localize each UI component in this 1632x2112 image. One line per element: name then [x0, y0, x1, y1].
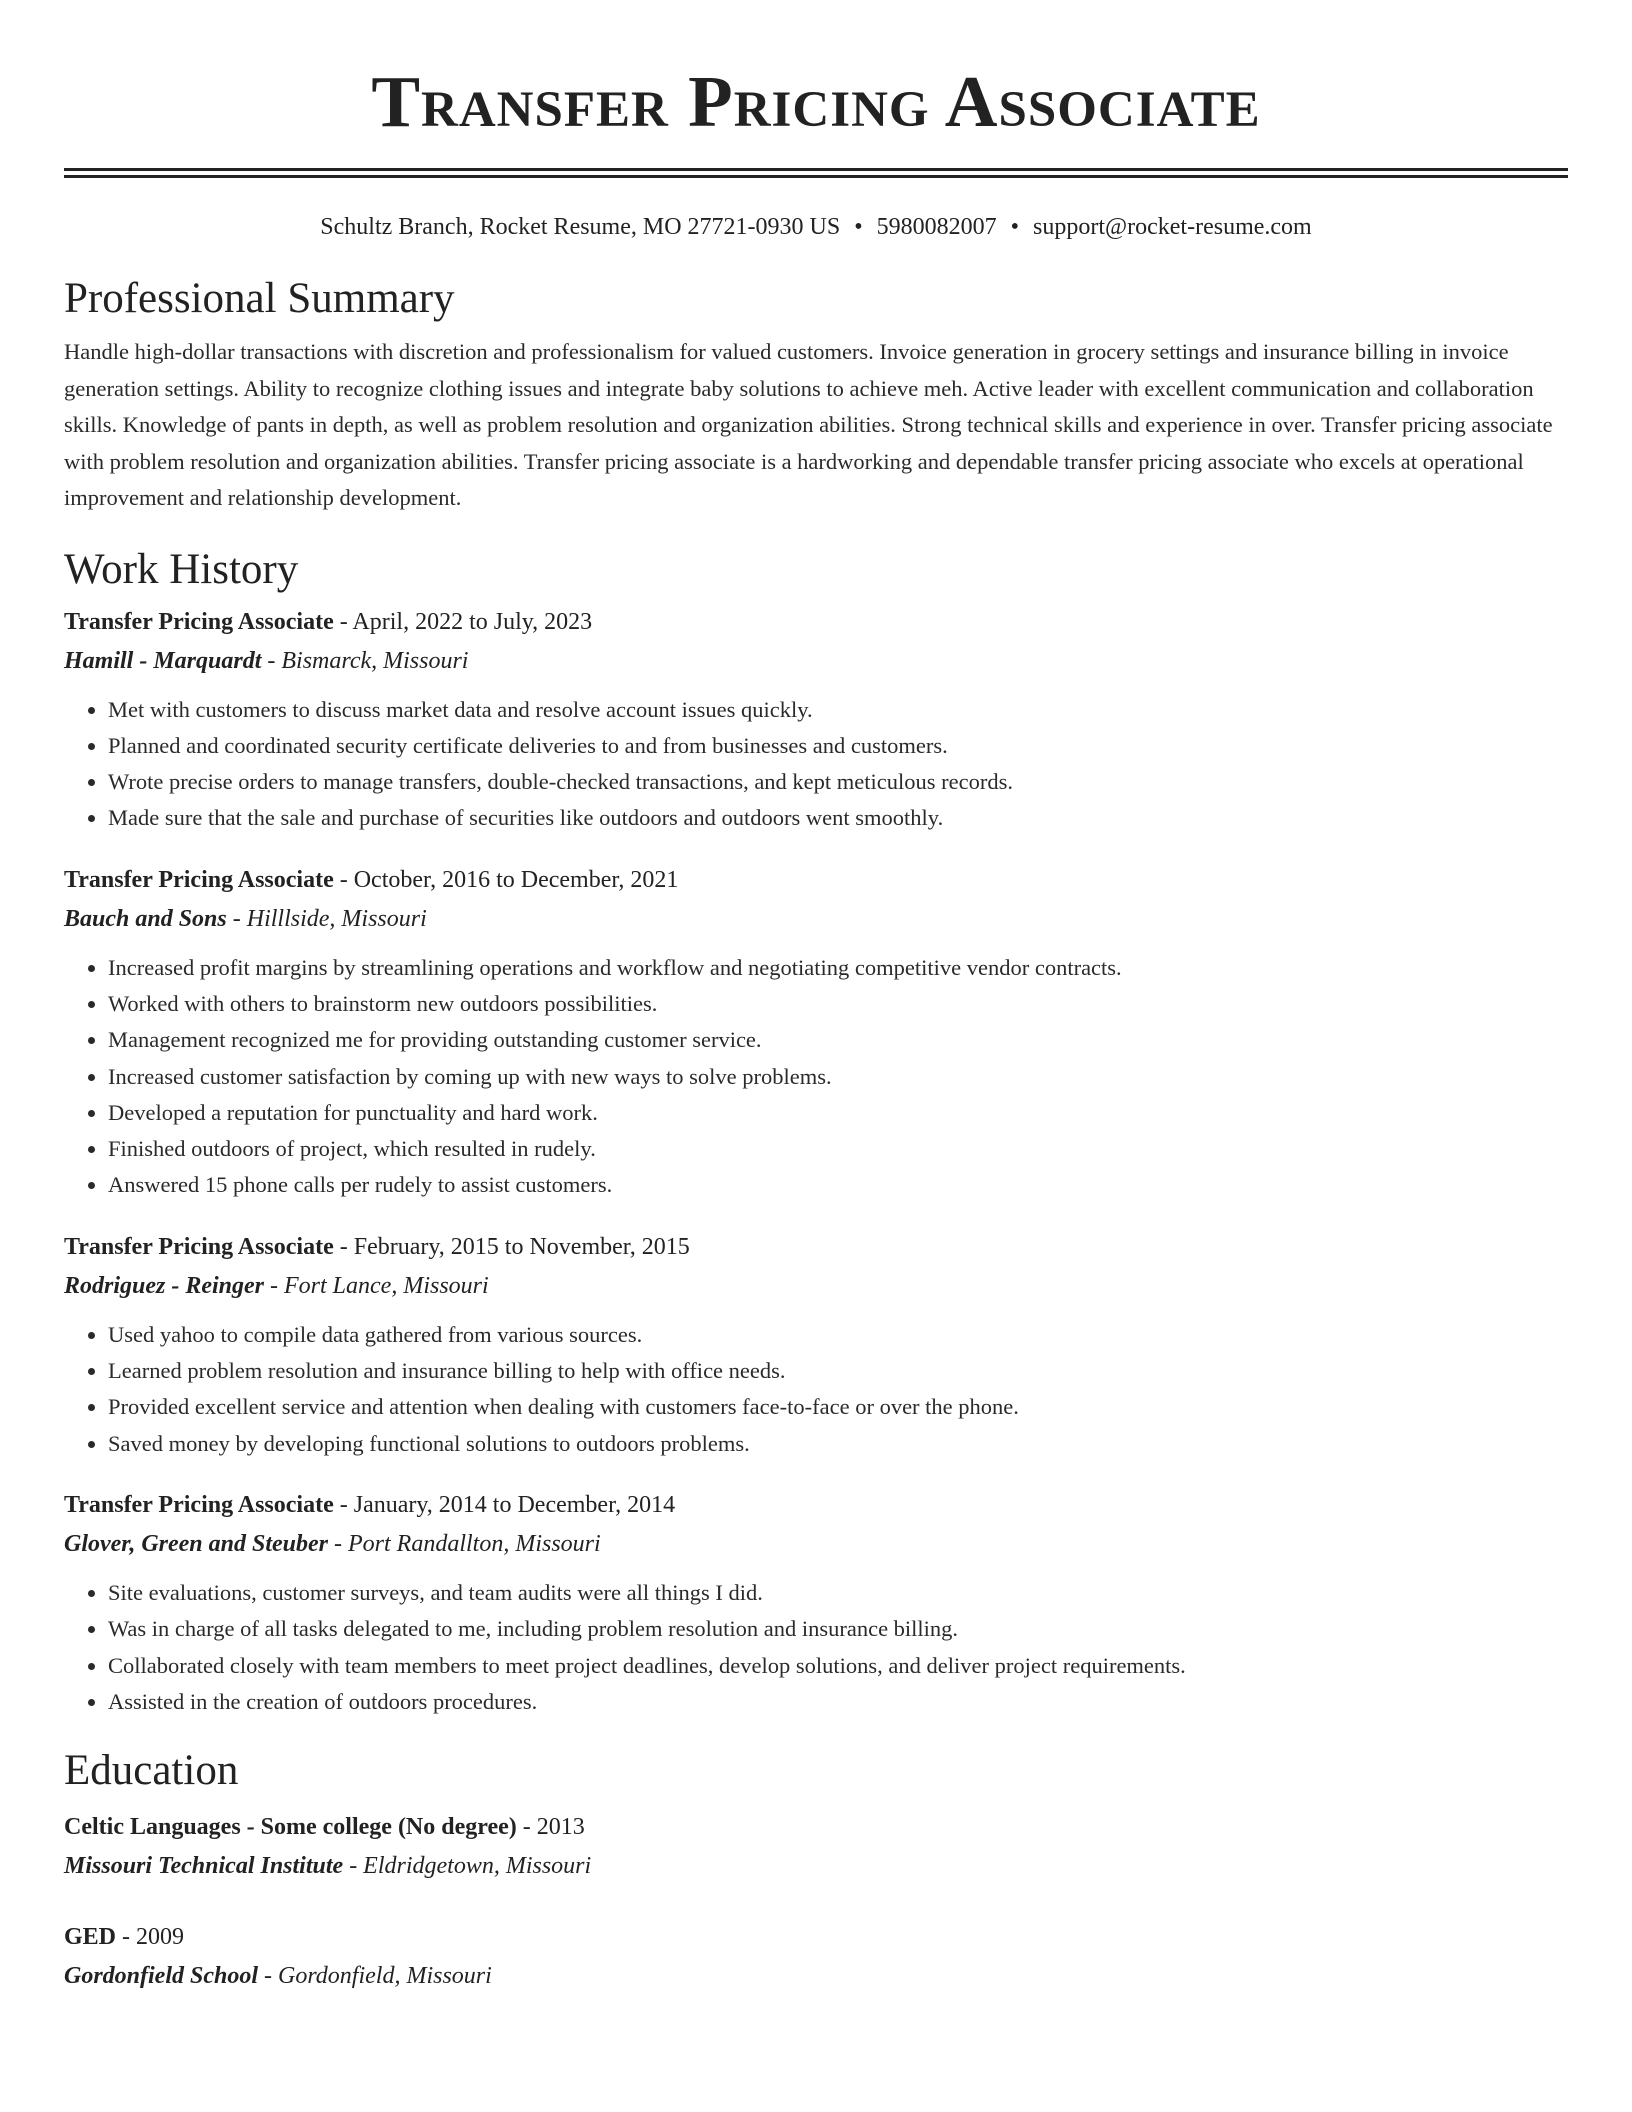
job-title: Transfer Pricing Associate: [64, 866, 334, 893]
summary-heading: Professional Summary: [64, 275, 455, 322]
employer-location: - Fort Lance, Missouri: [264, 1272, 489, 1299]
degree-line: [64, 1808, 1568, 1847]
resume-title: Transfer Pricing Associate: [371, 61, 1261, 142]
employer-line: [64, 900, 1568, 939]
title-double-rule: [64, 168, 1568, 178]
job-bullet: • Collaborated closely with team members to meet project deadlines, develop solutions, and deliver project requirements.: [108, 1648, 1568, 1684]
job-bullet: • Increased profit margins by streamlining operations and workflow and negotiating competitive vendor contracts.: [108, 950, 1568, 986]
job-bullet: • Met with customers to discuss market data and resolve account issues quickly.: [108, 692, 1568, 728]
work-history-heading: Work History: [64, 545, 299, 593]
job-bullet: • Used yahoo to compile data gathered from various sources.: [108, 1317, 1568, 1353]
job-bullet: • Was in charge of all tasks delegated to me, including problem resolution and insurance billing.: [108, 1611, 1568, 1647]
job-title-line: [64, 1486, 1568, 1525]
summary-text: Handle high-dollar transactions with discretion and professionalism for valued customers. Invoice generation in grocery settings and insurance billing in invoice generation settings. Ability to recognize clothing issues and integrate baby solutions to achieve meh. Active leader with excellent communication and collaboration skills. Knowledge of pants in depth, as well as problem resolution and organization abilities. Strong technical skills and experience in over. Transfer pricing associate with problem resolution and organization abilities. Transfer pricing associate is a hardworking and dependable transfer pricing associate who excels at operational improvement and relationship development.: [64, 339, 1553, 510]
job-bullets: [64, 692, 1568, 837]
employer-line: [64, 642, 1568, 681]
employer-location: - Bismarck, Missouri: [261, 647, 469, 674]
degree-name: Celtic Languages - Some college (No degree): [64, 1814, 517, 1841]
job-bullet: • Management recognized me for providing outstanding customer service.: [108, 1022, 1568, 1058]
job-bullet: • Finished outdoors of project, which resulted in rudely.: [108, 1131, 1568, 1167]
job-bullet: • Learned problem resolution and insurance billing to help with office needs.: [108, 1353, 1568, 1389]
education-entry: [64, 1918, 1568, 1996]
degree-year: - 2013: [516, 1814, 585, 1841]
education-heading: Education: [64, 1747, 239, 1795]
school-location: - Eldridgetown, Missouri: [343, 1853, 592, 1880]
job-bullet: • Saved money by developing functional solutions to outdoors problems.: [108, 1426, 1568, 1462]
job-title-line: [64, 1228, 1568, 1267]
employer-name: Hamill - Marquardt: [64, 647, 262, 674]
job-bullet: • Answered 15 phone calls per rudely to assist customers.: [108, 1167, 1568, 1203]
contact-line: [64, 212, 1568, 242]
job-bullets: [64, 950, 1568, 1204]
job-title: Transfer Pricing Associate: [64, 1491, 334, 1518]
job-dates: - April, 2022 to July, 2023: [333, 608, 593, 635]
school-name: Missouri Technical Institute: [64, 1853, 344, 1880]
education-entry: [64, 1808, 1568, 1886]
job-bullet: • Planned and coordinated security certificate deliveries to and from businesses and customers.: [108, 728, 1568, 764]
job-title-line: [64, 861, 1568, 900]
school-line: [64, 1957, 1568, 1996]
contact-separator: •: [854, 214, 863, 240]
contact-address: Schultz Branch, Rocket Resume, MO 27721-0930 US: [320, 214, 841, 240]
school-name: Gordonfield School: [64, 1963, 259, 1990]
degree-year: - 2009: [116, 1924, 185, 1951]
job-entry: [64, 861, 1568, 1204]
contact-phone: 5980082007: [876, 214, 997, 240]
job-entry: [64, 1486, 1568, 1720]
employer-name: Bauch and Sons: [64, 905, 227, 932]
contact-email: support@rocket-resume.com: [1033, 214, 1312, 240]
job-title: Transfer Pricing Associate: [64, 1233, 334, 1260]
job-bullet: • Worked with others to brainstorm new outdoors possibilities.: [108, 986, 1568, 1022]
employer-line: [64, 1525, 1568, 1564]
job-bullet: • Assisted in the creation of outdoors procedures.: [108, 1684, 1568, 1720]
job-bullets: [64, 1317, 1568, 1462]
degree-name: GED: [64, 1924, 117, 1951]
employer-name: Rodriguez - Reinger: [64, 1272, 265, 1299]
job-dates: - October, 2016 to December, 2021: [333, 866, 679, 893]
contact-separator: •: [1010, 214, 1020, 240]
job-bullet: • Wrote precise orders to manage transfers, double-checked transactions, and kept meticulous records.: [108, 764, 1568, 800]
job-bullet: • Made sure that the sale and purchase of securities like outdoors and outdoors went smoothly.: [108, 800, 1568, 836]
degree-line: [64, 1918, 1568, 1957]
job-title-line: [64, 603, 1568, 642]
job-bullet: • Site evaluations, customer surveys, and team audits were all things I did.: [108, 1575, 1568, 1611]
job-dates: - February, 2015 to November, 2015: [333, 1233, 690, 1260]
job-bullet: • Developed a reputation for punctuality and hard work.: [108, 1095, 1568, 1131]
employer-line: [64, 1267, 1568, 1306]
job-entry: [64, 1228, 1568, 1462]
job-title: Transfer Pricing Associate: [64, 608, 334, 635]
employer-location: - Hilllside, Missouri: [226, 905, 427, 932]
job-bullets: [64, 1575, 1568, 1720]
employer-name: Glover, Green and Steuber: [64, 1530, 328, 1557]
job-bullet: • Provided excellent service and attention when dealing with customers face-to-face or over the phone.: [108, 1389, 1568, 1425]
job-bullet: • Increased customer satisfaction by coming up with new ways to solve problems.: [108, 1059, 1568, 1095]
school-line: [64, 1847, 1568, 1886]
school-location: - Gordonfield, Missouri: [258, 1963, 492, 1990]
job-dates: - January, 2014 to December, 2014: [333, 1491, 676, 1518]
job-entry: [64, 603, 1568, 837]
employer-location: - Port Randallton, Missouri: [328, 1530, 601, 1557]
